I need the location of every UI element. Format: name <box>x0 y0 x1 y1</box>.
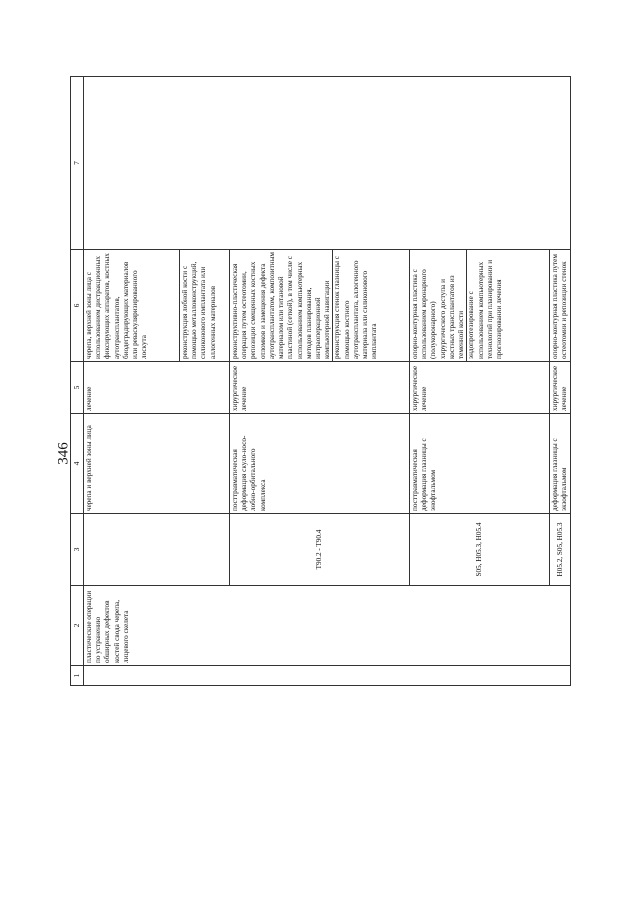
notes-cell <box>84 77 571 250</box>
method-cell: черепа, верхней зоны лица с использованием дистракционных фиксирующих аппаратов, костных аутотрансплантатов, биодеградирующих материалов или реваскуляризированного лоскута <box>84 250 180 362</box>
diagnosis-cell: посттравматическая деформация скуло-носо-лобно-орбитального комплекса <box>230 414 410 514</box>
method-cell: реконструкция лобной кости с помощью металлоконструкций, силиконового имплантата или аллогенных материалов <box>180 250 230 362</box>
header-col-2: 2 <box>71 586 84 666</box>
header-col-7: 7 <box>71 77 84 250</box>
method-cell: опорно-контурная пластика путем остеотомии и репозиции стенок <box>550 250 571 362</box>
header-row <box>71 77 84 686</box>
treatment-cell: хирургическое лечение <box>410 362 550 414</box>
header-col-3: 3 <box>71 514 84 586</box>
treatment-cell: хирургическое лечение <box>230 362 410 414</box>
page-number: 346 <box>55 442 72 465</box>
treatment-cell: хирургическое лечение <box>550 362 571 414</box>
rotated-table-wrapper <box>70 76 569 686</box>
header-col-5: 5 <box>71 362 84 414</box>
header-col-6: 6 <box>71 250 84 362</box>
medical-procedures-table <box>70 76 571 686</box>
diagnosis-cell: черепа и верхней зоны лица <box>84 414 230 514</box>
code-cell <box>84 514 230 586</box>
method-cell: опорно-контурная пластика с использованием коронарного (полукоронарного) хирургического доступа и костных трансплантатов из теменной кости эндопротезирование с использованием компьютерных технологий при планировании и прогнозировании лечения <box>410 250 550 362</box>
group-label-cell: пластические операции по устранению обширных дефектов костей свода черепа, лицевого скелета <box>84 586 571 666</box>
table-row <box>84 77 180 686</box>
code-cell: T90.2 - T90.4 <box>230 514 410 586</box>
row-number-cell <box>84 666 571 686</box>
header-col-4: 4 <box>71 414 84 514</box>
diagnosis-cell: посттравматическая деформация глазницы с энофтальмом <box>410 414 550 514</box>
header-col-1: 1 <box>71 666 84 686</box>
diagnosis-cell: деформация глазницы с экзофтальмом <box>550 414 571 514</box>
code-cell: H05.2, S05, H05.3 <box>550 514 571 586</box>
treatment-cell: лечение <box>84 362 230 414</box>
code-cell: S05, H05.3, H05.4 <box>410 514 550 586</box>
method-cell: реконструктивно-пластическая операция путем остеотомии, репозиции смещенных костных отломков и замещения дефекта аутотрансплантатом, композитным материалом или титановой пластиной (сеткой), в том числе с использованием компьютерных методов планирования, интраоперационной компьютерной навигации реконструкция стенок глазницы с помощью костного аутотрансплантата, аллогенного материала или силиконового имплантата <box>230 250 410 362</box>
